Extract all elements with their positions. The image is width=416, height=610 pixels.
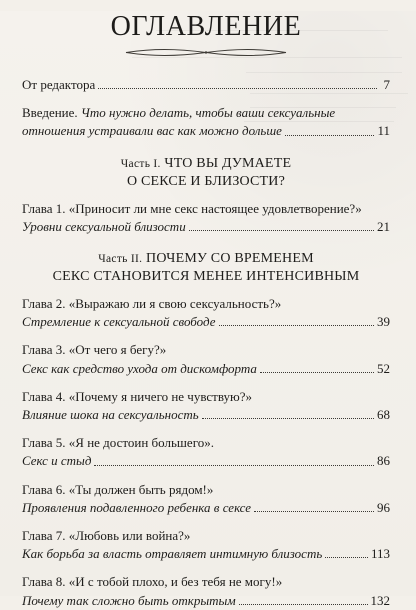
- chapter-subtitle: Как борьба за власть отравляет интимную близость: [22, 546, 323, 562]
- page-number: 113: [370, 546, 390, 562]
- toc-entry-foreword[interactable]: [22, 76, 390, 94]
- page-number: 68: [377, 407, 390, 423]
- part-label: Часть I.: [120, 157, 161, 170]
- dot-leader: [285, 135, 375, 136]
- chapter-title: Глава 4. «Почему я ничего не чувствую?»: [22, 388, 253, 404]
- dot-leader: [325, 557, 368, 558]
- page-number: 7: [383, 77, 390, 92]
- toc-entry-title: [22, 104, 335, 122]
- chapter-title: Глава 2. «Выражаю ли я свою сексуальность?»: [22, 296, 282, 312]
- part-heading-2: [22, 250, 390, 286]
- chapter-title: Глава 3. «От чего я бегу?»: [22, 342, 167, 358]
- title-ornament: [124, 47, 288, 58]
- chapter-subtitle: Влияние шока на сексуальность: [22, 407, 199, 423]
- part-title-line2: О СЕКСЕ И БЛИЗОСТИ?: [126, 173, 286, 189]
- toc-entry-chapter-2[interactable]: [22, 295, 390, 331]
- page-number: 11: [377, 123, 390, 139]
- toc-entry-chapter-7[interactable]: [22, 527, 390, 563]
- part-title-line1: ПОЧЕМУ СО ВРЕМЕНЕМ: [146, 251, 314, 267]
- page-number: 39: [377, 314, 390, 330]
- chapter-title: Глава 1. «Приносит ли мне секс настоящее удовлетворение?»: [22, 200, 362, 216]
- chapter-subtitle: Стремление к сексуальной свободе: [22, 314, 216, 330]
- chapter-subtitle: Почему так сложно быть открытым: [22, 592, 236, 608]
- entry-subtitle: Что нужно делать, чтобы ваши сексуальные: [80, 105, 336, 121]
- toc-entry-title: От редактора: [22, 77, 96, 92]
- dot-leader: [202, 418, 374, 419]
- dot-leader: [260, 372, 374, 373]
- dot-leader: [98, 88, 377, 89]
- toc-entry-chapter-8[interactable]: [22, 573, 390, 609]
- toc-entry-chapter-5[interactable]: [22, 434, 390, 470]
- chapter-subtitle: Секс и стыд: [22, 453, 92, 469]
- entry-prefix: Введение.: [22, 105, 78, 121]
- dot-leader: [94, 465, 374, 466]
- chapter-title: Глава 7. «Любовь или война?»: [22, 528, 191, 544]
- dot-leader: [239, 604, 368, 605]
- table-of-contents: [22, 76, 390, 610]
- chapter-title: Глава 6. «Ты должен быть рядом!»: [22, 481, 214, 497]
- chapter-title: Глава 8. «И с тобой плохо, и без тебя не могу!»: [22, 574, 283, 590]
- dot-leader: [254, 511, 374, 512]
- toc-entry-chapter-1[interactable]: [22, 200, 390, 236]
- part-title-line1: ЧТО ВЫ ДУМАЕТЕ: [164, 155, 292, 171]
- chapter-title: Глава 5. «Я не достоин большего».: [22, 435, 214, 451]
- entry-subtitle-continued: отношения устраивали вас как можно дольше: [22, 123, 282, 139]
- chapter-subtitle: Уровни сексуальной близости: [22, 218, 186, 234]
- page-number: 96: [377, 499, 390, 515]
- chapter-subtitle: Секс как средство ухода от дискомфорта: [22, 360, 257, 376]
- book-page: [0, 11, 416, 608]
- page-number: 132: [370, 592, 390, 608]
- toc-entry-chapter-6[interactable]: [22, 481, 390, 517]
- page-title: ОГЛАВЛЕНИЕ: [110, 11, 302, 42]
- toc-entry-chapter-3[interactable]: [22, 341, 390, 377]
- dot-leader: [189, 230, 374, 231]
- part-heading-1: [22, 155, 390, 191]
- toc-entry-introduction[interactable]: [22, 104, 390, 140]
- page-number: 86: [377, 453, 390, 469]
- page-number: 52: [377, 360, 390, 376]
- page-number: 21: [377, 218, 390, 234]
- part-label: Часть II.: [98, 253, 143, 266]
- part-title-line2: СЕКС СТАНОВИТСЯ МЕНЕЕ ИНТЕНСИВНЫМ: [52, 269, 360, 285]
- toc-entry-chapter-4[interactable]: [22, 388, 390, 424]
- dot-leader: [219, 325, 374, 326]
- chapter-subtitle: Проявления подавленного ребенка в сексе: [22, 499, 252, 515]
